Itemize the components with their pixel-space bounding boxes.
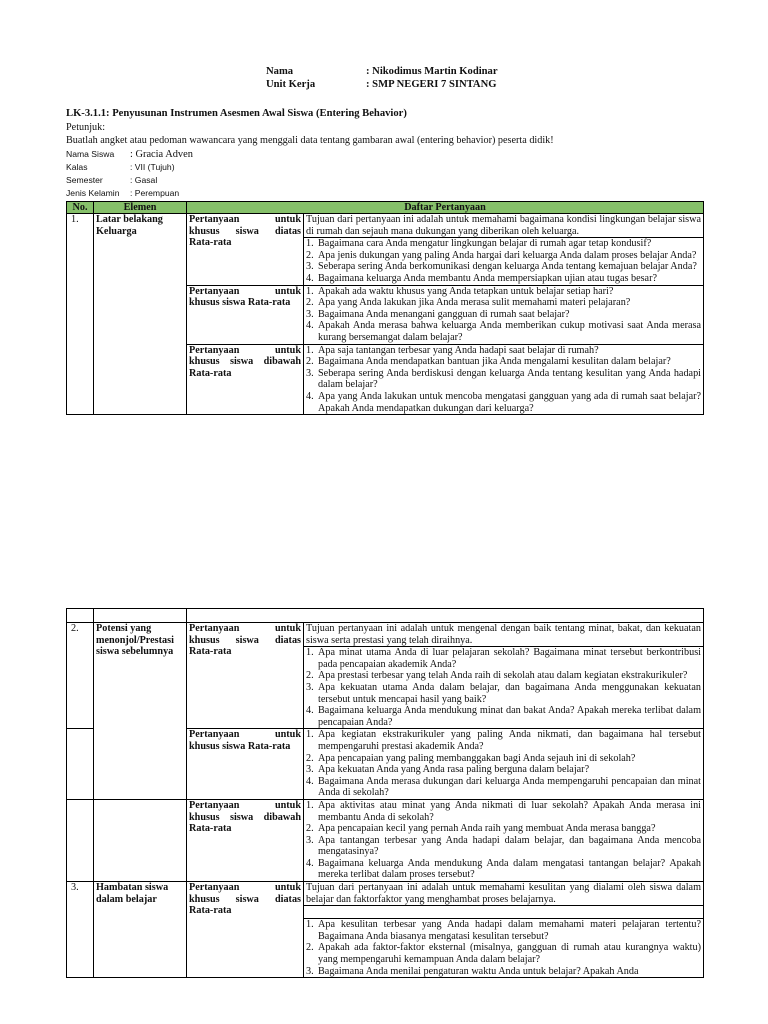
question-table-page-2 [66,608,704,978]
question-item: 2. Apa pencapaian yang paling membanggakan bagi Anda sejauh ini di sekolah? [306,752,636,764]
question-list [304,919,703,977]
category-cell: Pertanyaan untuk khusus siswa Rata-rata [187,729,304,800]
name-label: Nama [266,66,294,77]
empty-cell [187,609,704,623]
intro-text: Tujuan pertanyaan ini adalah untuk mengenal dengan baik tentang minat, bakat, dan kekuatan siswa serta prestasi yang telah diraihnya. [306,623,701,646]
student-semester-label: Semester [66,175,103,185]
unit-value: : SMP NEGERI 7 SINTANG [366,78,497,90]
question-item: 1. Apakah ada waktu khusus yang Anda tetapkan untuk belajar setiap hari? [306,285,614,297]
question-item: 3. Bagaimana Anda menangani gangguan di rumah saat belajar? [306,308,570,320]
student-gender-label: Jenis Kelamin [66,188,120,198]
question-list [304,800,703,881]
question-item: 3. Bagaimana Anda menilai pengaturan waktu Anda untuk belajar? Apakah Anda [306,965,639,977]
question-list [304,238,703,284]
question-cell [304,799,704,881]
question-item: 4. Bagaimana keluarga Anda membantu Anda mempersiapkan ujian atau tugas besar? [306,272,657,284]
petunjuk-text: Buatlah angket atau pedoman wawancara yang menggali data tentang gambaran awal (entering behavior) peserta didik! [66,135,554,146]
question-item: 2. Apa prestasi terbesar yang telah Anda raih di sekolah atau dalam kegiatan ekstrakurikuler? [306,670,688,682]
question-item: 3. Apa kekuatan Anda yang Anda rasa paling berguna dalam belajar? [306,764,590,776]
question-item: 4. Apa yang Anda lakukan untuk mencoba mengatasi gangguan yang ada di rumah saat belajar? Apakah Anda mendapatkan dukungan dari keluarga? [306,390,701,414]
element-name: Potensi yang menonjol/Prestasi siswa sebelumnya [94,623,187,800]
question-item: 1. Bagaimana cara Anda mengatur lingkungan belajar di rumah agar tetap kondusif? [306,238,652,250]
petunjuk-label: Petunjuk: [66,122,106,133]
student-class-value: : VII (Tujuh) [130,162,175,172]
col-no-header: No. [67,202,94,214]
question-cell [304,623,704,729]
question-list [304,345,703,415]
question-item: 4. Bagaimana keluarga Anda mendukung Anda dalam mengatasi tantangan belajar? Apakah mereka terlibat dalam proses tersebut? [306,857,701,881]
question-item: 3. Apa tantangan terbesar yang Anda hadapi dalam belajar, dan bagaimana Anda mencoba mengatasinya? [306,834,701,858]
element-number: 3. [67,882,94,978]
question-item: 1. Apa kegiatan ekstrakurikuler yang paling Anda nikmati, dan bagaimana hal tersebut mempengaruhi prestasi akademik Anda? [306,729,701,752]
student-name-label: Nama Siswa [66,149,115,159]
question-item: 3. Seberapa sering Anda berkomunikasi dengan keluarga Anda tentang kemajuan belajar Anda? [306,261,697,273]
question-item: 1. Apa kesulitan terbesar yang Anda hadapi dalam memahami materi pelajaran tertentu? Bagaimana Anda biasanya mengatasi kesulitan tersebut? [306,919,701,942]
element-number: 2. [67,623,94,729]
question-list [304,647,703,728]
question-item: 2. Apa pencapaian kecil yang pernah Anda raih yang membuat Anda merasa bangga? [306,823,656,835]
category-cell: Pertanyaan untuk khusus siswa dibawah Rata-rata [187,799,304,881]
question-item: 2. Apakah ada faktor-faktor eksternal (misalnya, gangguan di rumah atau kurangnya waktu) yang mempengaruhi kemampuan Anda dalam belajar? [306,942,701,966]
element-name: Hambatan siswa dalam belajar [94,882,187,978]
col-daftar-header: Daftar Pertanyaan [187,202,704,214]
question-item: 4. Apakah Anda merasa bahwa keluarga Anda memberikan cukup motivasi saat Anda merasa kurang bersemangat dalam belajar? [306,320,701,343]
category-cell: Pertanyaan untuk khusus siswa dibawah Rata-rata [187,344,304,415]
empty-cell [94,609,187,623]
question-cell [304,214,704,286]
student-class-label: Kalas [66,162,88,172]
category-cell: Pertanyaan untuk khusus siswa Rata-rata [187,285,304,344]
empty-cell [67,799,94,881]
question-item: 2. Bagaimana Anda mendapatkan bantuan jika Anda mengalami kesulitan dalam belajar? [306,356,671,368]
intro-text: Tujuan dari pertanyaan ini adalah untuk memahami bagaimana kondisi lingkungan belajar siswa di rumah dan sejauh mana dukungan yang diberikan oleh keluarga. [306,214,701,237]
question-item: 3. Seberapa sering Anda berdiskusi dengan keluarga Anda tentang kesulitan yang Anda hadapi dalam belajar? [306,367,701,391]
empty-cell [67,609,94,623]
student-name-value: : Gracia Adven [130,149,193,160]
question-item: 4. Bagaimana Anda merasa dukungan dari keluarga Anda mempengaruhi pencapaian dan minat Anda di sekolah? [306,775,701,799]
question-item: 2. Apa yang Anda lakukan jika Anda merasa sulit memahami materi pelajaran? [306,297,631,309]
question-cell [304,285,704,344]
category-cell: Pertanyaan untuk khusus siswa diatas Rata-rata [187,882,304,978]
category-cell: Pertanyaan untuk khusus siswa diatas Rata-rata [187,214,304,286]
question-item: 1. Apa minat utama Anda di luar pelajaran sekolah? Bagaimana minat tersebut berkontribusi pada pencapaian akademik Anda? [306,647,701,670]
document-header [266,66,498,91]
student-semester-value: : Gasal [130,175,158,185]
element-number: 1. [67,214,94,415]
unit-label: Unit Kerja [266,78,316,90]
intro-text: Tujuan dari pertanyaan ini adalah untuk memahami kesulitan yang dialami oleh siswa dalam belajar dan faktorfaktor yang menghambat proses belajarnya. [306,882,701,905]
name-value: : Nikodimus Martin Kodinar [366,66,498,77]
empty-cell [67,729,94,800]
question-list [304,729,703,799]
question-item: 1. Apa aktivitas atau minat yang Anda nikmati di luar sekolah? Apakah Anda merasa ini membantu Anda di sekolah? [306,799,701,823]
question-item: 4. Bagaimana keluarga Anda mendukung minat dan bakat Anda? Apakah mereka terlibat dalam pencapaian Anda? [306,705,701,728]
col-elemen-header: Elemen [94,202,187,214]
category-cell: Pertanyaan untuk khusus siswa diatas Rata-rata [187,623,304,729]
student-info [66,148,193,200]
document-title: LK-3.1.1: Penyusunan Instrumen Asesmen Awal Siswa (Entering Behavior) [66,108,407,119]
question-item: 3. Apa kekuatan utama Anda dalam belajar, dan bagaimana Anda menggunakan kekuatan tersebut untuk mencapai hasil yang baik? [306,681,701,705]
question-cell [304,729,704,800]
element-name: Latar belakang Keluarga [94,214,187,415]
question-table-page-1 [66,201,704,415]
question-item: 1. Apa saja tantangan terbesar yang Anda hadapi saat belajar di rumah? [306,344,599,356]
question-item: 2. Apa jenis dukungan yang paling Anda hargai dari keluarga Anda dalam proses belajar Anda? [306,249,697,261]
empty-cell [94,799,187,881]
question-cell [304,882,704,978]
question-cell [304,344,704,415]
question-list [304,286,703,344]
student-gender-value: : Perempuan [130,188,180,198]
